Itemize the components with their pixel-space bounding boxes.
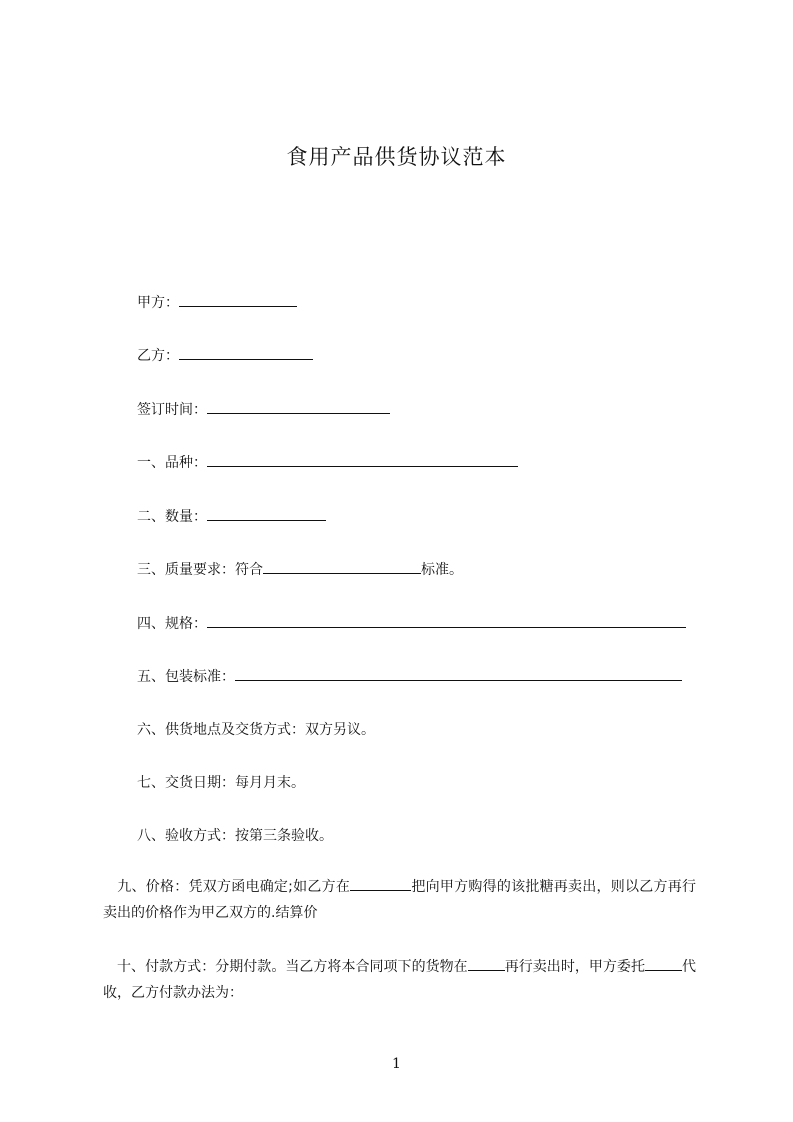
item-delivery-place: 六、供货地点及交货方式：双方另议。 [137,722,375,738]
item-price-indent [103,879,117,895]
item-quality-suffix: 标准。 [421,562,463,578]
party-a-blank [179,292,297,307]
item-quantity-blank [207,506,326,521]
party-a-label: 甲方： [137,295,179,311]
item-payment-text-1: 十、付款方式：分期付款。当乙方将本合同项下的货物在 [117,959,468,975]
party-a-line [137,292,297,313]
item-spec-blank [207,613,686,628]
item-quality-line [137,559,463,580]
item-packaging-label: 五、包装标准： [137,669,235,685]
item-price-blank [350,876,411,891]
item-packaging-blank [235,666,682,681]
item-quantity-label: 二、数量： [137,509,207,525]
item-variety-blank [207,452,518,467]
page-number: 1 [392,1056,401,1072]
item-delivery-date: 七、交货日期：每月月末。 [137,775,305,791]
item-price-text-1: 九、价格：凭双方函电确定;如乙方在 [117,879,351,895]
party-b-blank [179,345,313,360]
item-price-text-2: 把向甲方购得的该批糖再卖出，则以乙方再行卖出的价格作为甲乙双方的.结算价 [103,879,697,921]
item-variety-line [137,452,518,473]
sign-time-line [137,399,390,420]
item-payment-blank-1 [468,956,505,971]
item-packaging-line [137,666,682,687]
item-spec-line [137,613,686,634]
item-quantity-line [137,506,326,527]
item-payment-blank-2 [645,956,682,971]
item-inspection: 八、验收方式：按第三条验收。 [137,828,333,844]
item-payment-text-2: 再行卖出时，甲方委托 [504,959,645,975]
document-title: 食用产品供货协议范本 [286,145,507,169]
item-quality-label: 三、质量要求：符合 [137,562,263,578]
item-payment-text-3: 代收，乙方付款办法为： [103,959,697,1001]
item-payment-paragraph [103,954,696,1006]
item-variety-label: 一、品种： [137,455,207,471]
item-quality-blank [263,559,421,574]
sign-time-label: 签订时间： [137,402,207,418]
party-b-line [137,345,313,366]
item-payment-indent [103,959,117,975]
item-price-paragraph [103,874,696,926]
party-b-label: 乙方： [137,348,179,364]
sign-time-blank [207,399,390,414]
item-spec-label: 四、规格： [137,616,207,632]
